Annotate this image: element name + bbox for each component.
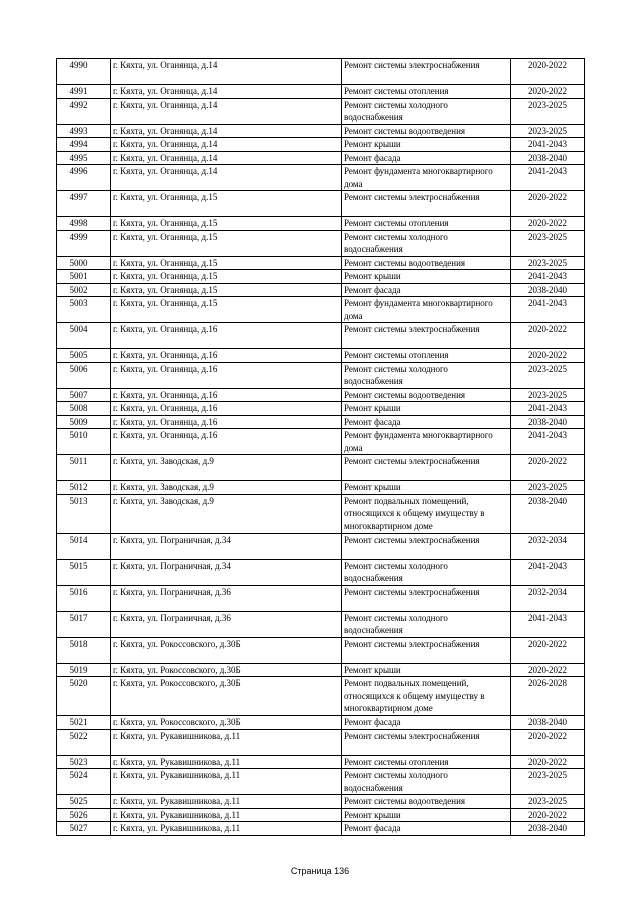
work-type-cell: Ремонт подвальных помещений, относящихся к общему имуществу в многоквартирном доме bbox=[342, 494, 511, 533]
work-type-cell: Ремонт фасада bbox=[342, 415, 511, 429]
row-number-cell: 5024 bbox=[57, 769, 111, 795]
row-number-cell: 4996 bbox=[57, 165, 111, 191]
work-type-cell: Ремонт крыши bbox=[342, 402, 511, 416]
table-body bbox=[57, 59, 585, 836]
period-cell: 2041-2043 bbox=[511, 402, 585, 416]
work-type-cell: Ремонт фасада bbox=[342, 151, 511, 165]
address-cell: г. Кяхта, ул. Оганянца, д.16 bbox=[111, 362, 342, 388]
period-cell: 2020-2022 bbox=[511, 217, 585, 231]
work-type-cell: Ремонт системы холодного водоснабжения bbox=[342, 611, 511, 637]
period-cell: 2020-2022 bbox=[511, 59, 585, 85]
table-row bbox=[57, 677, 585, 716]
work-type-cell: Ремонт системы электроснабжения bbox=[342, 585, 511, 611]
address-cell: г. Кяхта, ул. Оганянца, д.14 bbox=[111, 124, 342, 138]
period-cell: 2032-2034 bbox=[511, 533, 585, 559]
row-number-cell: 4992 bbox=[57, 98, 111, 124]
address-cell: г. Кяхта, ул. Рокоссовского, д.30Б bbox=[111, 637, 342, 663]
address-cell: г. Кяхта, ул. Оганянца, д.15 bbox=[111, 283, 342, 297]
work-type-cell: Ремонт крыши bbox=[342, 481, 511, 495]
row-number-cell: 5010 bbox=[57, 429, 111, 455]
address-cell: г. Кяхта, ул. Оганянца, д.16 bbox=[111, 402, 342, 416]
address-cell: г. Кяхта, ул. Заводская, д.9 bbox=[111, 481, 342, 495]
address-cell: г. Кяхта, ул. Оганянца, д.15 bbox=[111, 256, 342, 270]
row-number-cell: 4995 bbox=[57, 151, 111, 165]
table-row bbox=[57, 217, 585, 231]
table-row bbox=[57, 769, 585, 795]
work-type-cell: Ремонт системы отопления bbox=[342, 85, 511, 99]
row-number-cell: 5005 bbox=[57, 349, 111, 363]
work-type-cell: Ремонт системы холодного водоснабжения bbox=[342, 98, 511, 124]
period-cell: 2020-2022 bbox=[511, 663, 585, 677]
row-number-cell: 5009 bbox=[57, 415, 111, 429]
row-number-cell: 5015 bbox=[57, 559, 111, 585]
table-row bbox=[57, 455, 585, 481]
table-row bbox=[57, 191, 585, 217]
table-row bbox=[57, 481, 585, 495]
table-row bbox=[57, 59, 585, 85]
row-number-cell: 5018 bbox=[57, 637, 111, 663]
table-row bbox=[57, 533, 585, 559]
address-cell: г. Кяхта, ул. Рокоссовского, д.30Б bbox=[111, 663, 342, 677]
period-cell: 2038-2040 bbox=[511, 283, 585, 297]
table-row bbox=[57, 663, 585, 677]
table-row bbox=[57, 494, 585, 533]
table-row bbox=[57, 585, 585, 611]
address-cell: г. Кяхта, ул. Оганянца, д.16 bbox=[111, 349, 342, 363]
work-type-cell: Ремонт системы электроснабжения bbox=[342, 729, 511, 755]
address-cell: г. Кяхта, ул. Оганянца, д.15 bbox=[111, 230, 342, 256]
address-cell: г. Кяхта, ул. Заводская, д.9 bbox=[111, 494, 342, 533]
period-cell: 2038-2040 bbox=[511, 494, 585, 533]
work-type-cell: Ремонт подвальных помещений, относящихся к общему имуществу в многоквартирном доме bbox=[342, 677, 511, 716]
address-cell: г. Кяхта, ул. Рукавишникова, д.11 bbox=[111, 755, 342, 769]
table-row bbox=[57, 415, 585, 429]
row-number-cell: 5016 bbox=[57, 585, 111, 611]
period-cell: 2041-2043 bbox=[511, 559, 585, 585]
address-cell: г. Кяхта, ул. Оганянца, д.15 bbox=[111, 217, 342, 231]
period-cell: 2041-2043 bbox=[511, 297, 585, 323]
work-type-cell: Ремонт системы электроснабжения bbox=[342, 323, 511, 349]
table-row bbox=[57, 151, 585, 165]
work-type-cell: Ремонт системы холодного водоснабжения bbox=[342, 769, 511, 795]
address-cell: г. Кяхта, ул. Пограничная, д.34 bbox=[111, 533, 342, 559]
period-cell: 2020-2022 bbox=[511, 349, 585, 363]
row-number-cell: 4993 bbox=[57, 124, 111, 138]
period-cell: 2020-2022 bbox=[511, 323, 585, 349]
table-row bbox=[57, 402, 585, 416]
address-cell: г. Кяхта, ул. Оганянца, д.15 bbox=[111, 297, 342, 323]
period-cell: 2041-2043 bbox=[511, 429, 585, 455]
period-cell: 2041-2043 bbox=[511, 270, 585, 284]
table-row bbox=[57, 283, 585, 297]
table-row bbox=[57, 822, 585, 836]
table-row bbox=[57, 124, 585, 138]
period-cell: 2038-2040 bbox=[511, 415, 585, 429]
period-cell: 2023-2025 bbox=[511, 256, 585, 270]
address-cell: г. Кяхта, ул. Оганянца, д.14 bbox=[111, 165, 342, 191]
period-cell: 2020-2022 bbox=[511, 729, 585, 755]
work-type-cell: Ремонт системы холодного водоснабжения bbox=[342, 559, 511, 585]
period-cell: 2041-2043 bbox=[511, 611, 585, 637]
repair-schedule-table bbox=[56, 58, 585, 836]
address-cell: г. Кяхта, ул. Рукавишникова, д.11 bbox=[111, 795, 342, 809]
work-type-cell: Ремонт системы отопления bbox=[342, 755, 511, 769]
address-cell: г. Кяхта, ул. Оганянца, д.14 bbox=[111, 85, 342, 99]
row-number-cell: 5026 bbox=[57, 808, 111, 822]
table-row bbox=[57, 388, 585, 402]
row-number-cell: 5013 bbox=[57, 494, 111, 533]
work-type-cell: Ремонт фундамента многоквартирного дома bbox=[342, 429, 511, 455]
table-row bbox=[57, 729, 585, 755]
work-type-cell: Ремонт крыши bbox=[342, 808, 511, 822]
work-type-cell: Ремонт фундамента многоквартирного дома bbox=[342, 165, 511, 191]
work-type-cell: Ремонт системы электроснабжения bbox=[342, 191, 511, 217]
period-cell: 2020-2022 bbox=[511, 455, 585, 481]
table-row bbox=[57, 270, 585, 284]
row-number-cell: 5022 bbox=[57, 729, 111, 755]
row-number-cell: 5008 bbox=[57, 402, 111, 416]
work-type-cell: Ремонт системы водоотведения bbox=[342, 388, 511, 402]
row-number-cell: 5019 bbox=[57, 663, 111, 677]
row-number-cell: 4991 bbox=[57, 85, 111, 99]
row-number-cell: 5027 bbox=[57, 822, 111, 836]
row-number-cell: 5006 bbox=[57, 362, 111, 388]
period-cell: 2020-2022 bbox=[511, 755, 585, 769]
period-cell: 2023-2025 bbox=[511, 362, 585, 388]
address-cell: г. Кяхта, ул. Оганянца, д.16 bbox=[111, 323, 342, 349]
address-cell: г. Кяхта, ул. Оганянца, д.15 bbox=[111, 270, 342, 284]
row-number-cell: 5002 bbox=[57, 283, 111, 297]
table-row bbox=[57, 795, 585, 809]
table-row bbox=[57, 808, 585, 822]
period-cell: 2023-2025 bbox=[511, 98, 585, 124]
table-row bbox=[57, 98, 585, 124]
row-number-cell: 5004 bbox=[57, 323, 111, 349]
period-cell: 2020-2022 bbox=[511, 85, 585, 99]
period-cell: 2020-2022 bbox=[511, 808, 585, 822]
period-cell: 2023-2025 bbox=[511, 795, 585, 809]
address-cell: г. Кяхта, ул. Заводская, д.9 bbox=[111, 455, 342, 481]
work-type-cell: Ремонт системы отопления bbox=[342, 349, 511, 363]
table-row bbox=[57, 611, 585, 637]
row-number-cell: 5000 bbox=[57, 256, 111, 270]
address-cell: г. Кяхта, ул. Рокоссовского, д.30Б bbox=[111, 716, 342, 730]
address-cell: г. Кяхта, ул. Оганянца, д.14 bbox=[111, 59, 342, 85]
period-cell: 2038-2040 bbox=[511, 822, 585, 836]
work-type-cell: Ремонт системы водоотведения bbox=[342, 124, 511, 138]
address-cell: г. Кяхта, ул. Пограничная, д.34 bbox=[111, 559, 342, 585]
address-cell: г. Кяхта, ул. Оганянца, д.16 bbox=[111, 388, 342, 402]
period-cell: 2023-2025 bbox=[511, 769, 585, 795]
table-row bbox=[57, 716, 585, 730]
address-cell: г. Кяхта, ул. Рукавишникова, д.11 bbox=[111, 769, 342, 795]
row-number-cell: 4998 bbox=[57, 217, 111, 231]
period-cell: 2023-2025 bbox=[511, 388, 585, 402]
row-number-cell: 5001 bbox=[57, 270, 111, 284]
table-row bbox=[57, 230, 585, 256]
table-row bbox=[57, 165, 585, 191]
address-cell: г. Кяхта, ул. Оганянца, д.14 bbox=[111, 151, 342, 165]
table-row bbox=[57, 138, 585, 152]
table-row bbox=[57, 297, 585, 323]
work-type-cell: Ремонт системы водоотведения bbox=[342, 795, 511, 809]
work-type-cell: Ремонт системы электроснабжения bbox=[342, 59, 511, 85]
work-type-cell: Ремонт системы отопления bbox=[342, 217, 511, 231]
row-number-cell: 4997 bbox=[57, 191, 111, 217]
work-type-cell: Ремонт крыши bbox=[342, 138, 511, 152]
row-number-cell: 4994 bbox=[57, 138, 111, 152]
table-row bbox=[57, 429, 585, 455]
address-cell: г. Кяхта, ул. Пограничная, д.36 bbox=[111, 585, 342, 611]
address-cell: г. Кяхта, ул. Оганянца, д.16 bbox=[111, 415, 342, 429]
row-number-cell: 5014 bbox=[57, 533, 111, 559]
row-number-cell: 5017 bbox=[57, 611, 111, 637]
period-cell: 2041-2043 bbox=[511, 165, 585, 191]
row-number-cell: 5021 bbox=[57, 716, 111, 730]
table-row bbox=[57, 323, 585, 349]
period-cell: 2032-2034 bbox=[511, 585, 585, 611]
work-type-cell: Ремонт системы холодного водоснабжения bbox=[342, 362, 511, 388]
address-cell: г. Кяхта, ул. Рокоссовского, д.30Б bbox=[111, 677, 342, 716]
work-type-cell: Ремонт фундамента многоквартирного дома bbox=[342, 297, 511, 323]
period-cell: 2038-2040 bbox=[511, 151, 585, 165]
period-cell: 2041-2043 bbox=[511, 138, 585, 152]
period-cell: 2038-2040 bbox=[511, 716, 585, 730]
period-cell: 2026-2028 bbox=[511, 677, 585, 716]
table-row bbox=[57, 755, 585, 769]
address-cell: г. Кяхта, ул. Пограничная, д.36 bbox=[111, 611, 342, 637]
period-cell: 2020-2022 bbox=[511, 637, 585, 663]
table-row bbox=[57, 637, 585, 663]
work-type-cell: Ремонт системы электроснабжения bbox=[342, 455, 511, 481]
row-number-cell: 5020 bbox=[57, 677, 111, 716]
row-number-cell: 5012 bbox=[57, 481, 111, 495]
address-cell: г. Кяхта, ул. Оганянца, д.15 bbox=[111, 191, 342, 217]
period-cell: 2023-2025 bbox=[511, 124, 585, 138]
page-number: Страница 136 bbox=[290, 866, 350, 876]
work-type-cell: Ремонт системы водоотведения bbox=[342, 256, 511, 270]
row-number-cell: 5025 bbox=[57, 795, 111, 809]
address-cell: г. Кяхта, ул. Оганянца, д.14 bbox=[111, 138, 342, 152]
table-row bbox=[57, 85, 585, 99]
address-cell: г. Кяхта, ул. Рукавишникова, д.11 bbox=[111, 808, 342, 822]
address-cell: г. Кяхта, ул. Рукавишникова, д.11 bbox=[111, 729, 342, 755]
work-type-cell: Ремонт системы электроснабжения bbox=[342, 637, 511, 663]
address-cell: г. Кяхта, ул. Оганянца, д.16 bbox=[111, 429, 342, 455]
table-row bbox=[57, 559, 585, 585]
row-number-cell: 4990 bbox=[57, 59, 111, 85]
period-cell: 2023-2025 bbox=[511, 481, 585, 495]
row-number-cell: 5007 bbox=[57, 388, 111, 402]
address-cell: г. Кяхта, ул. Рукавишникова, д.11 bbox=[111, 822, 342, 836]
row-number-cell: 4999 bbox=[57, 230, 111, 256]
address-cell: г. Кяхта, ул. Оганянца, д.14 bbox=[111, 98, 342, 124]
work-type-cell: Ремонт фасада bbox=[342, 716, 511, 730]
work-type-cell: Ремонт системы холодного водоснабжения bbox=[342, 230, 511, 256]
period-cell: 2023-2025 bbox=[511, 230, 585, 256]
work-type-cell: Ремонт системы электроснабжения bbox=[342, 533, 511, 559]
work-type-cell: Ремонт фасада bbox=[342, 822, 511, 836]
row-number-cell: 5011 bbox=[57, 455, 111, 481]
row-number-cell: 5003 bbox=[57, 297, 111, 323]
row-number-cell: 5023 bbox=[57, 755, 111, 769]
table-row bbox=[57, 256, 585, 270]
table-row bbox=[57, 349, 585, 363]
work-type-cell: Ремонт фасада bbox=[342, 283, 511, 297]
table-row bbox=[57, 362, 585, 388]
period-cell: 2020-2022 bbox=[511, 191, 585, 217]
work-type-cell: Ремонт крыши bbox=[342, 270, 511, 284]
work-type-cell: Ремонт крыши bbox=[342, 663, 511, 677]
